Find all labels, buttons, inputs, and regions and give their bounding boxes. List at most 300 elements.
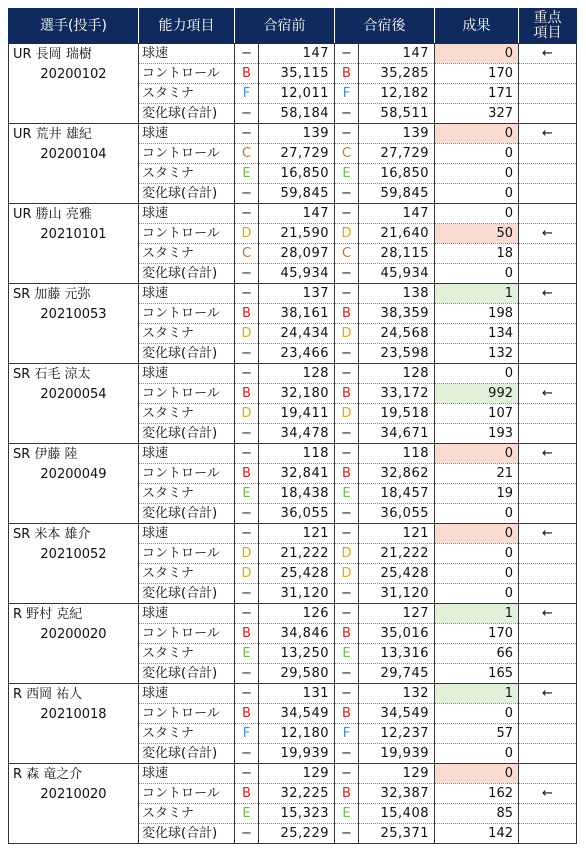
after-value: 38,359	[359, 304, 435, 324]
focus-marker: ←	[519, 444, 577, 464]
result-value: 1	[435, 684, 519, 704]
after-grade: B	[335, 464, 359, 484]
focus-marker	[519, 464, 577, 484]
result-value: 193	[435, 424, 519, 444]
before-grade: −	[235, 264, 259, 284]
ability-name: 球速	[139, 604, 235, 624]
after-value: 25,428	[359, 564, 435, 584]
focus-marker	[519, 424, 577, 444]
ability-name: スタミナ	[139, 724, 235, 744]
after-grade: F	[335, 724, 359, 744]
table-row	[9, 284, 577, 304]
player-id: 20200020	[40, 627, 107, 642]
result-value: 171	[435, 84, 519, 104]
after-value: 27,729	[359, 144, 435, 164]
before-grade: B	[235, 64, 259, 84]
before-grade: −	[235, 604, 259, 624]
after-grade: E	[335, 164, 359, 184]
focus-marker: ←	[519, 384, 577, 404]
result-value: 0	[435, 204, 519, 224]
focus-marker	[519, 244, 577, 264]
result-value: 50	[435, 224, 519, 244]
result-value: 327	[435, 104, 519, 124]
before-value: 28,097	[259, 244, 335, 264]
after-value: 34,549	[359, 704, 435, 724]
before-grade: E	[235, 644, 259, 664]
before-value: 137	[259, 284, 335, 304]
before-value: 25,229	[259, 824, 335, 844]
player-cell	[9, 364, 139, 444]
result-value: 1	[435, 284, 519, 304]
before-value: 15,323	[259, 804, 335, 824]
ability-name: 変化球(合計)	[139, 104, 235, 124]
after-grade: −	[335, 824, 359, 844]
after-value: 16,850	[359, 164, 435, 184]
before-grade: −	[235, 344, 259, 364]
before-grade: D	[235, 324, 259, 344]
after-grade: E	[335, 804, 359, 824]
before-grade: B	[235, 784, 259, 804]
before-value: 31,120	[259, 584, 335, 604]
focus-marker	[519, 304, 577, 324]
header-after: 合宿後	[335, 9, 435, 44]
player-name: SR 石毛 涼太	[13, 367, 91, 382]
after-grade: −	[335, 424, 359, 444]
before-value: 24,434	[259, 324, 335, 344]
after-grade: D	[335, 224, 359, 244]
before-grade: −	[235, 184, 259, 204]
after-value: 31,120	[359, 584, 435, 604]
after-value: 59,845	[359, 184, 435, 204]
result-value: 198	[435, 304, 519, 324]
focus-marker	[519, 744, 577, 764]
ability-name: 球速	[139, 284, 235, 304]
player-cell	[9, 44, 139, 124]
ability-name: 変化球(合計)	[139, 584, 235, 604]
player-name: UR 長岡 瑞樹	[13, 47, 92, 62]
focus-marker	[519, 404, 577, 424]
ability-name: 変化球(合計)	[139, 824, 235, 844]
ability-name: 球速	[139, 44, 235, 64]
header-focus-line2: 項目	[533, 25, 562, 41]
ability-name: コントロール	[139, 544, 235, 564]
before-value: 21,590	[259, 224, 335, 244]
player-name: R 森 竜之介	[13, 767, 83, 782]
ability-name: スタミナ	[139, 644, 235, 664]
ability-name: スタミナ	[139, 324, 235, 344]
before-grade: −	[235, 444, 259, 464]
after-grade: −	[335, 524, 359, 544]
before-value: 58,184	[259, 104, 335, 124]
after-value: 32,387	[359, 784, 435, 804]
before-grade: −	[235, 44, 259, 64]
after-grade: −	[335, 764, 359, 784]
result-value: 57	[435, 724, 519, 744]
ability-name: コントロール	[139, 144, 235, 164]
after-value: 129	[359, 764, 435, 784]
focus-marker	[519, 64, 577, 84]
before-grade: −	[235, 584, 259, 604]
after-grade: B	[335, 624, 359, 644]
table-row	[9, 604, 577, 624]
after-value: 18,457	[359, 484, 435, 504]
after-grade: −	[335, 124, 359, 144]
header-focus-line1: 重点	[533, 10, 562, 26]
result-value: 107	[435, 404, 519, 424]
ability-name: スタミナ	[139, 804, 235, 824]
before-grade: B	[235, 624, 259, 644]
before-value: 34,478	[259, 424, 335, 444]
after-grade: −	[335, 504, 359, 524]
ability-name: コントロール	[139, 304, 235, 324]
before-value: 25,428	[259, 564, 335, 584]
result-value: 162	[435, 784, 519, 804]
player-name: UR 勝山 亮雅	[13, 207, 92, 222]
ability-name: コントロール	[139, 384, 235, 404]
before-value: 147	[259, 204, 335, 224]
result-value: 19	[435, 484, 519, 504]
ability-name: 変化球(合計)	[139, 264, 235, 284]
after-grade: B	[335, 384, 359, 404]
before-grade: B	[235, 384, 259, 404]
ability-name: スタミナ	[139, 564, 235, 584]
result-value: 142	[435, 824, 519, 844]
ability-name: コントロール	[139, 704, 235, 724]
before-value: 19,411	[259, 404, 335, 424]
after-value: 132	[359, 684, 435, 704]
header-ability: 能力項目	[139, 9, 235, 44]
focus-marker	[519, 704, 577, 724]
before-grade: D	[235, 544, 259, 564]
player-cell	[9, 524, 139, 604]
before-value: 16,850	[259, 164, 335, 184]
before-value: 12,011	[259, 84, 335, 104]
focus-marker	[519, 564, 577, 584]
player-cell	[9, 684, 139, 764]
focus-marker	[519, 264, 577, 284]
after-grade: B	[335, 704, 359, 724]
after-value: 127	[359, 604, 435, 624]
table-row	[9, 524, 577, 544]
after-value: 138	[359, 284, 435, 304]
focus-marker	[519, 644, 577, 664]
before-grade: D	[235, 564, 259, 584]
after-value: 34,671	[359, 424, 435, 444]
focus-marker	[519, 164, 577, 184]
player-cell	[9, 124, 139, 204]
after-grade: B	[335, 304, 359, 324]
focus-marker: ←	[519, 524, 577, 544]
focus-marker: ←	[519, 784, 577, 804]
result-value: 1	[435, 604, 519, 624]
focus-marker: ←	[519, 124, 577, 144]
after-grade: −	[335, 344, 359, 364]
after-grade: −	[335, 264, 359, 284]
focus-marker: ←	[519, 684, 577, 704]
before-value: 13,250	[259, 644, 335, 664]
table-row	[9, 124, 577, 144]
header-before: 合宿前	[235, 9, 335, 44]
focus-marker	[519, 204, 577, 224]
ability-name: コントロール	[139, 224, 235, 244]
ability-name: コントロール	[139, 624, 235, 644]
ability-name: 変化球(合計)	[139, 184, 235, 204]
result-value: 0	[435, 744, 519, 764]
result-value: 0	[435, 184, 519, 204]
ability-name: 変化球(合計)	[139, 344, 235, 364]
focus-marker	[519, 824, 577, 844]
focus-marker	[519, 544, 577, 564]
ability-name: スタミナ	[139, 404, 235, 424]
after-value: 28,115	[359, 244, 435, 264]
before-grade: C	[235, 144, 259, 164]
result-value: 0	[435, 564, 519, 584]
after-grade: B	[335, 64, 359, 84]
before-value: 129	[259, 764, 335, 784]
ability-name: コントロール	[139, 64, 235, 84]
result-value: 132	[435, 344, 519, 364]
table-row	[9, 204, 577, 224]
focus-marker	[519, 84, 577, 104]
before-grade: −	[235, 104, 259, 124]
before-grade: −	[235, 524, 259, 544]
after-grade: C	[335, 144, 359, 164]
result-value: 134	[435, 324, 519, 344]
after-grade: −	[335, 104, 359, 124]
after-value: 24,568	[359, 324, 435, 344]
before-grade: −	[235, 504, 259, 524]
ability-name: コントロール	[139, 464, 235, 484]
before-grade: D	[235, 224, 259, 244]
focus-marker	[519, 804, 577, 824]
before-value: 32,841	[259, 464, 335, 484]
table-row	[9, 44, 577, 64]
player-cell	[9, 284, 139, 364]
ability-name: 球速	[139, 684, 235, 704]
after-value: 128	[359, 364, 435, 384]
player-id: 20200102	[40, 67, 107, 82]
player-id: 20210052	[40, 547, 107, 562]
focus-marker	[519, 664, 577, 684]
after-value: 29,745	[359, 664, 435, 684]
header-result: 成果	[435, 9, 519, 44]
ability-name: スタミナ	[139, 84, 235, 104]
after-value: 36,055	[359, 504, 435, 524]
result-value: 66	[435, 644, 519, 664]
ability-name: 球速	[139, 524, 235, 544]
result-value: 165	[435, 664, 519, 684]
before-value: 45,934	[259, 264, 335, 284]
after-grade: D	[335, 564, 359, 584]
before-value: 34,846	[259, 624, 335, 644]
before-value: 121	[259, 524, 335, 544]
ability-name: コントロール	[139, 784, 235, 804]
player-id: 20200054	[40, 387, 107, 402]
player-name: UR 荒井 雄紀	[13, 127, 92, 142]
after-grade: −	[335, 744, 359, 764]
result-value: 0	[435, 704, 519, 724]
before-grade: −	[235, 204, 259, 224]
result-value: 18	[435, 244, 519, 264]
ability-name: 変化球(合計)	[139, 424, 235, 444]
focus-marker	[519, 584, 577, 604]
before-value: 27,729	[259, 144, 335, 164]
after-value: 21,222	[359, 544, 435, 564]
ability-name: 球速	[139, 764, 235, 784]
before-value: 29,580	[259, 664, 335, 684]
after-value: 32,862	[359, 464, 435, 484]
before-value: 147	[259, 44, 335, 64]
player-id: 20210053	[40, 307, 107, 322]
after-value: 33,172	[359, 384, 435, 404]
before-grade: −	[235, 684, 259, 704]
before-grade: F	[235, 724, 259, 744]
ability-name: 球速	[139, 204, 235, 224]
before-grade: −	[235, 764, 259, 784]
focus-marker	[519, 104, 577, 124]
player-cell	[9, 444, 139, 524]
focus-marker	[519, 364, 577, 384]
player-name: SR 米本 雄介	[13, 527, 91, 542]
before-value: 21,222	[259, 544, 335, 564]
ability-name: 変化球(合計)	[139, 504, 235, 524]
after-value: 12,237	[359, 724, 435, 744]
after-value: 35,016	[359, 624, 435, 644]
after-value: 147	[359, 44, 435, 64]
after-grade: −	[335, 664, 359, 684]
focus-marker: ←	[519, 604, 577, 624]
ability-name: 変化球(合計)	[139, 664, 235, 684]
focus-marker	[519, 344, 577, 364]
before-value: 139	[259, 124, 335, 144]
table-row	[9, 444, 577, 464]
after-value: 21,640	[359, 224, 435, 244]
after-value: 25,371	[359, 824, 435, 844]
ability-name: 球速	[139, 364, 235, 384]
before-value: 126	[259, 604, 335, 624]
before-value: 128	[259, 364, 335, 384]
after-value: 139	[359, 124, 435, 144]
after-grade: −	[335, 204, 359, 224]
header-player: 選手(投手)	[9, 9, 139, 44]
focus-marker	[519, 184, 577, 204]
after-grade: −	[335, 584, 359, 604]
before-value: 131	[259, 684, 335, 704]
after-value: 13,316	[359, 644, 435, 664]
ability-name: 変化球(合計)	[139, 744, 235, 764]
player-name: SR 伊藤 陸	[13, 447, 78, 462]
before-value: 59,845	[259, 184, 335, 204]
player-name: SR 加藤 元弥	[13, 287, 91, 302]
header-focus	[519, 9, 577, 44]
after-grade: −	[335, 364, 359, 384]
after-value: 45,934	[359, 264, 435, 284]
after-value: 19,518	[359, 404, 435, 424]
result-value: 170	[435, 64, 519, 84]
after-value: 15,408	[359, 804, 435, 824]
before-value: 38,161	[259, 304, 335, 324]
ability-name: スタミナ	[139, 244, 235, 264]
after-value: 58,511	[359, 104, 435, 124]
after-grade: −	[335, 684, 359, 704]
before-value: 19,939	[259, 744, 335, 764]
after-grade: F	[335, 84, 359, 104]
player-id: 20200049	[40, 467, 107, 482]
after-grade: C	[335, 244, 359, 264]
after-grade: −	[335, 284, 359, 304]
before-grade: E	[235, 164, 259, 184]
after-grade: D	[335, 324, 359, 344]
table-row	[9, 764, 577, 784]
before-grade: B	[235, 464, 259, 484]
before-grade: B	[235, 304, 259, 324]
after-value: 12,182	[359, 84, 435, 104]
before-value: 23,466	[259, 344, 335, 364]
player-id: 20200104	[40, 147, 107, 162]
after-grade: −	[335, 44, 359, 64]
result-value: 85	[435, 804, 519, 824]
after-grade: −	[335, 444, 359, 464]
ability-name: 球速	[139, 124, 235, 144]
result-value: 0	[435, 144, 519, 164]
player-cell	[9, 204, 139, 284]
result-value: 0	[435, 364, 519, 384]
result-value: 0	[435, 584, 519, 604]
after-grade: E	[335, 484, 359, 504]
focus-marker: ←	[519, 44, 577, 64]
result-value: 0	[435, 544, 519, 564]
before-value: 32,180	[259, 384, 335, 404]
focus-marker: ←	[519, 284, 577, 304]
result-value: 0	[435, 504, 519, 524]
before-value: 32,225	[259, 784, 335, 804]
before-value: 12,180	[259, 724, 335, 744]
after-value: 19,939	[359, 744, 435, 764]
before-grade: E	[235, 804, 259, 824]
table-row	[9, 364, 577, 384]
after-value: 118	[359, 444, 435, 464]
focus-marker	[519, 504, 577, 524]
after-grade: −	[335, 604, 359, 624]
focus-marker	[519, 764, 577, 784]
before-value: 18,438	[259, 484, 335, 504]
ability-name: スタミナ	[139, 164, 235, 184]
player-id: 20210018	[40, 707, 107, 722]
before-value: 35,115	[259, 64, 335, 84]
ability-name: 球速	[139, 444, 235, 464]
training-camp-results-table	[8, 8, 577, 844]
after-grade: B	[335, 784, 359, 804]
ability-name: スタミナ	[139, 484, 235, 504]
result-value: 170	[435, 624, 519, 644]
after-value: 35,285	[359, 64, 435, 84]
focus-marker	[519, 624, 577, 644]
focus-marker	[519, 144, 577, 164]
result-value: 0	[435, 524, 519, 544]
after-grade: D	[335, 404, 359, 424]
after-value: 147	[359, 204, 435, 224]
before-grade: −	[235, 824, 259, 844]
focus-marker	[519, 324, 577, 344]
player-cell	[9, 604, 139, 684]
header-row	[9, 9, 577, 44]
after-value: 121	[359, 524, 435, 544]
result-value: 0	[435, 164, 519, 184]
before-grade: −	[235, 284, 259, 304]
player-cell	[9, 764, 139, 844]
before-value: 118	[259, 444, 335, 464]
player-name: R 野村 克紀	[13, 607, 83, 622]
